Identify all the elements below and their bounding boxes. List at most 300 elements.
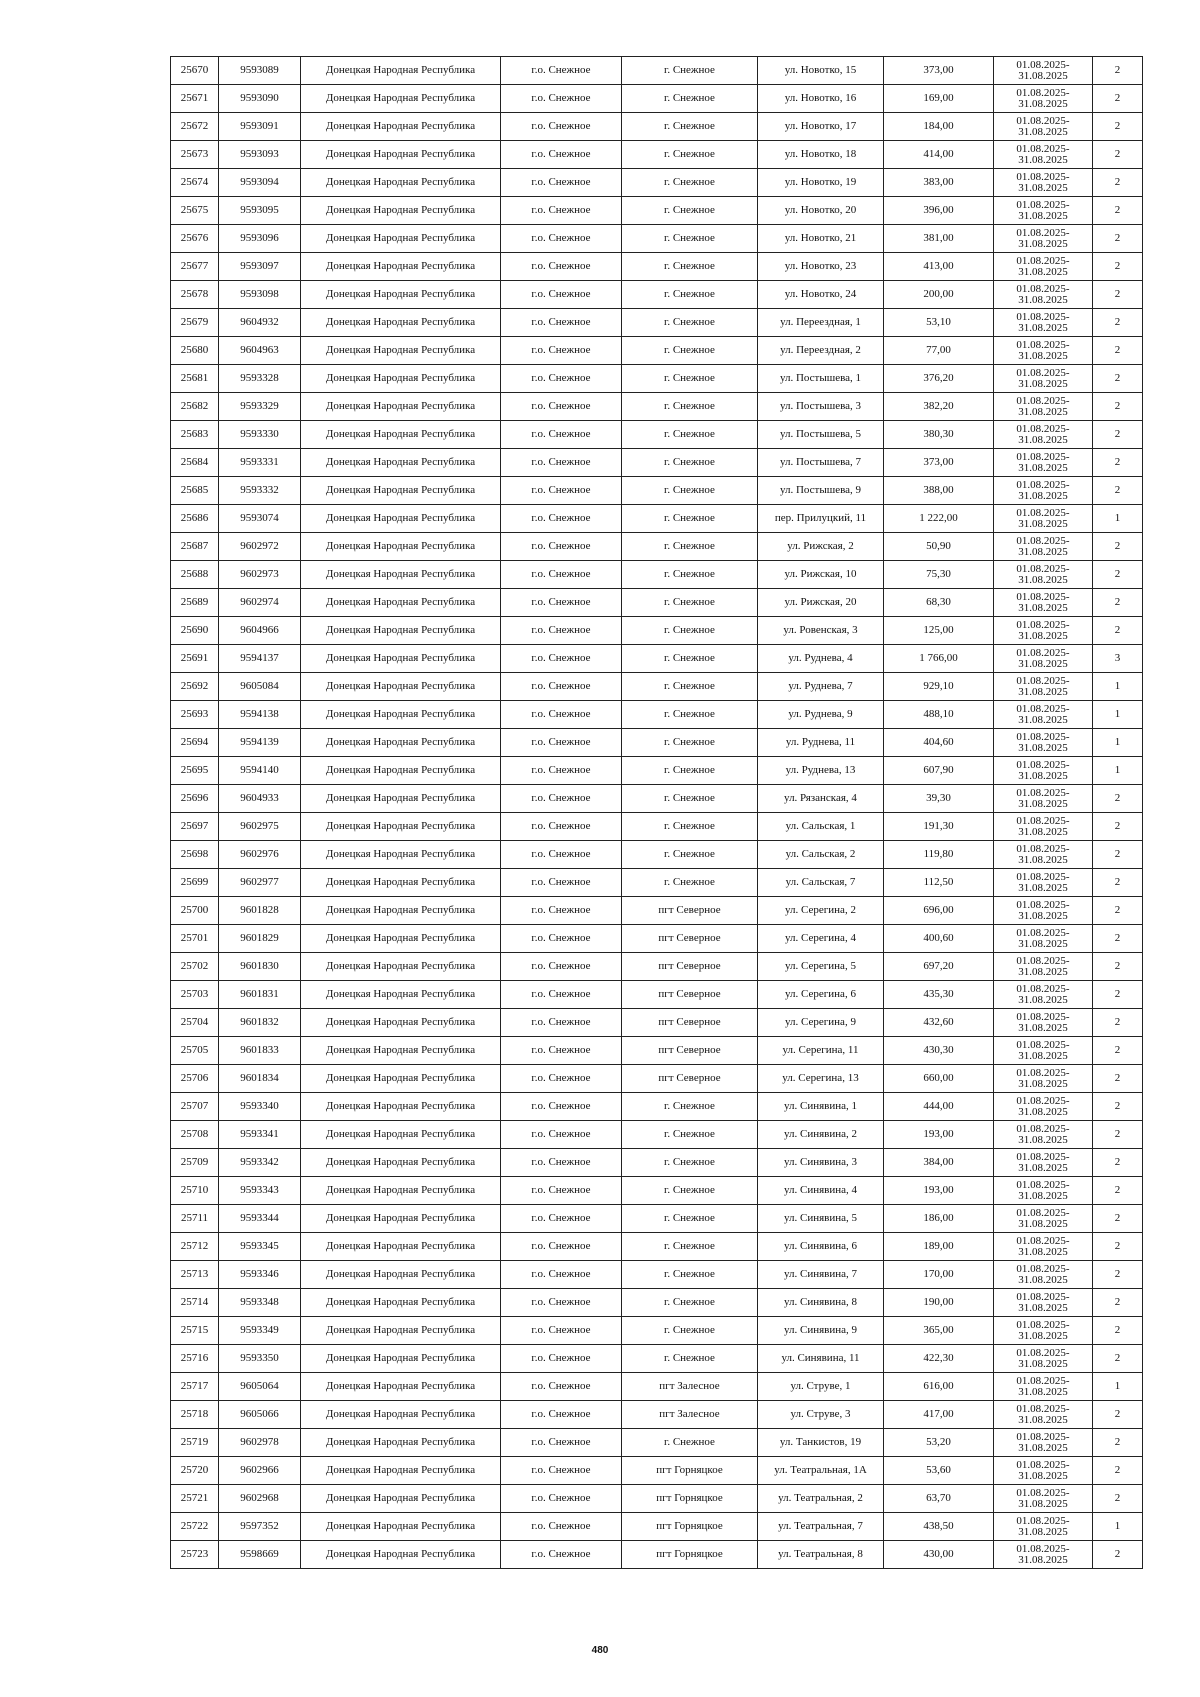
address-cell: ул. Постышева, 9 xyxy=(758,477,884,505)
value-cell: 488,10 xyxy=(884,701,994,729)
district-cell: г.о. Снежное xyxy=(501,169,622,197)
district-cell: г.о. Снежное xyxy=(501,85,622,113)
district-cell: г.о. Снежное xyxy=(501,1401,622,1429)
address-cell: ул. Серегина, 2 xyxy=(758,897,884,925)
address-cell: ул. Струве, 3 xyxy=(758,1401,884,1429)
district-cell: г.о. Снежное xyxy=(501,729,622,757)
settlement-cell: г. Снежное xyxy=(622,841,758,869)
row-number: 25670 xyxy=(171,57,219,85)
settlement-cell: г. Снежное xyxy=(622,1205,758,1233)
row-number: 25718 xyxy=(171,1401,219,1429)
group-cell: 2 xyxy=(1093,1345,1143,1373)
region-cell: Донецкая Народная Республика xyxy=(301,505,501,533)
period-cell: 01.08.2025-31.08.2025 xyxy=(994,1457,1093,1485)
value-cell: 191,30 xyxy=(884,813,994,841)
table-row xyxy=(171,1205,1143,1233)
object-code: 9593096 xyxy=(219,225,301,253)
period-cell: 01.08.2025-31.08.2025 xyxy=(994,225,1093,253)
settlement-cell: г. Снежное xyxy=(622,1317,758,1345)
group-cell: 1 xyxy=(1093,701,1143,729)
object-code: 9593341 xyxy=(219,1121,301,1149)
object-code: 9602968 xyxy=(219,1485,301,1513)
settlement-cell: г. Снежное xyxy=(622,533,758,561)
value-cell: 432,60 xyxy=(884,1009,994,1037)
period-cell: 01.08.2025-31.08.2025 xyxy=(994,1149,1093,1177)
object-code: 9594137 xyxy=(219,645,301,673)
table-row xyxy=(171,1037,1143,1065)
value-cell: 376,20 xyxy=(884,365,994,393)
table-row xyxy=(171,561,1143,589)
value-cell: 413,00 xyxy=(884,253,994,281)
settlement-cell: г. Снежное xyxy=(622,141,758,169)
value-cell: 190,00 xyxy=(884,1289,994,1317)
object-code: 9593344 xyxy=(219,1205,301,1233)
object-code: 9593349 xyxy=(219,1317,301,1345)
address-cell: ул. Постышева, 5 xyxy=(758,421,884,449)
value-cell: 184,00 xyxy=(884,113,994,141)
period-cell: 01.08.2025-31.08.2025 xyxy=(994,1513,1093,1541)
settlement-cell: г. Снежное xyxy=(622,253,758,281)
address-cell: ул. Рижская, 10 xyxy=(758,561,884,589)
settlement-cell: г. Снежное xyxy=(622,617,758,645)
settlement-cell: г. Снежное xyxy=(622,1177,758,1205)
period-cell: 01.08.2025-31.08.2025 xyxy=(994,1317,1093,1345)
settlement-cell: пгт Северное xyxy=(622,953,758,981)
address-cell: ул. Серегина, 6 xyxy=(758,981,884,1009)
period-cell: 01.08.2025-31.08.2025 xyxy=(994,141,1093,169)
region-cell: Донецкая Народная Республика xyxy=(301,477,501,505)
region-cell: Донецкая Народная Республика xyxy=(301,1289,501,1317)
object-code: 9593340 xyxy=(219,1093,301,1121)
region-cell: Донецкая Народная Республика xyxy=(301,1009,501,1037)
table-row xyxy=(171,729,1143,757)
address-cell: ул. Руднева, 13 xyxy=(758,757,884,785)
address-cell: ул. Руднева, 9 xyxy=(758,701,884,729)
table-row xyxy=(171,337,1143,365)
row-number: 25708 xyxy=(171,1121,219,1149)
district-cell: г.о. Снежное xyxy=(501,757,622,785)
value-cell: 53,10 xyxy=(884,309,994,337)
district-cell: г.о. Снежное xyxy=(501,981,622,1009)
region-cell: Донецкая Народная Республика xyxy=(301,57,501,85)
value-cell: 382,20 xyxy=(884,393,994,421)
row-number: 25714 xyxy=(171,1289,219,1317)
value-cell: 380,30 xyxy=(884,421,994,449)
settlement-cell: пгт Горняцкое xyxy=(622,1541,758,1569)
region-cell: Донецкая Народная Республика xyxy=(301,1065,501,1093)
value-cell: 169,00 xyxy=(884,85,994,113)
region-cell: Донецкая Народная Республика xyxy=(301,813,501,841)
table-row xyxy=(171,57,1143,85)
period-cell: 01.08.2025-31.08.2025 xyxy=(994,253,1093,281)
object-code: 9593098 xyxy=(219,281,301,309)
region-cell: Донецкая Народная Республика xyxy=(301,1317,501,1345)
value-cell: 119,80 xyxy=(884,841,994,869)
district-cell: г.о. Снежное xyxy=(501,673,622,701)
group-cell: 2 xyxy=(1093,365,1143,393)
object-code: 9593348 xyxy=(219,1289,301,1317)
district-cell: г.о. Снежное xyxy=(501,701,622,729)
group-cell: 2 xyxy=(1093,57,1143,85)
address-cell: ул. Новотко, 18 xyxy=(758,141,884,169)
object-code: 9593345 xyxy=(219,1233,301,1261)
table-row xyxy=(171,1121,1143,1149)
settlement-cell: г. Снежное xyxy=(622,1289,758,1317)
table-row xyxy=(171,617,1143,645)
period-cell: 01.08.2025-31.08.2025 xyxy=(994,1261,1093,1289)
settlement-cell: г. Снежное xyxy=(622,113,758,141)
period-cell: 01.08.2025-31.08.2025 xyxy=(994,85,1093,113)
group-cell: 1 xyxy=(1093,1373,1143,1401)
region-cell: Донецкая Народная Республика xyxy=(301,1457,501,1485)
region-cell: Донецкая Народная Республика xyxy=(301,869,501,897)
object-code: 9593328 xyxy=(219,365,301,393)
value-cell: 381,00 xyxy=(884,225,994,253)
district-cell: г.о. Снежное xyxy=(501,1037,622,1065)
settlement-cell: пгт Северное xyxy=(622,925,758,953)
object-code: 9598669 xyxy=(219,1541,301,1569)
data-table xyxy=(170,56,1143,1569)
address-cell: ул. Серегина, 4 xyxy=(758,925,884,953)
settlement-cell: г. Снежное xyxy=(622,449,758,477)
period-cell: 01.08.2025-31.08.2025 xyxy=(994,1065,1093,1093)
row-number: 25688 xyxy=(171,561,219,589)
row-number: 25723 xyxy=(171,1541,219,1569)
table-row xyxy=(171,841,1143,869)
district-cell: г.о. Снежное xyxy=(501,589,622,617)
region-cell: Донецкая Народная Республика xyxy=(301,1149,501,1177)
district-cell: г.о. Снежное xyxy=(501,1485,622,1513)
value-cell: 414,00 xyxy=(884,141,994,169)
row-number: 25720 xyxy=(171,1457,219,1485)
group-cell: 2 xyxy=(1093,1149,1143,1177)
group-cell: 2 xyxy=(1093,1401,1143,1429)
region-cell: Донецкая Народная Республика xyxy=(301,1345,501,1373)
row-number: 25692 xyxy=(171,673,219,701)
table-row xyxy=(171,673,1143,701)
row-number: 25703 xyxy=(171,981,219,1009)
district-cell: г.о. Снежное xyxy=(501,1065,622,1093)
region-cell: Донецкая Народная Республика xyxy=(301,393,501,421)
settlement-cell: г. Снежное xyxy=(622,645,758,673)
row-number: 25722 xyxy=(171,1513,219,1541)
value-cell: 388,00 xyxy=(884,477,994,505)
district-cell: г.о. Снежное xyxy=(501,617,622,645)
object-code: 9593330 xyxy=(219,421,301,449)
row-number: 25705 xyxy=(171,1037,219,1065)
value-cell: 50,90 xyxy=(884,533,994,561)
district-cell: г.о. Снежное xyxy=(501,365,622,393)
object-code: 9593331 xyxy=(219,449,301,477)
district-cell: г.о. Снежное xyxy=(501,1205,622,1233)
table-row xyxy=(171,365,1143,393)
value-cell: 170,00 xyxy=(884,1261,994,1289)
group-cell: 2 xyxy=(1093,1121,1143,1149)
group-cell: 2 xyxy=(1093,953,1143,981)
table-row xyxy=(171,477,1143,505)
settlement-cell: г. Снежное xyxy=(622,309,758,337)
object-code: 9594140 xyxy=(219,757,301,785)
region-cell: Донецкая Народная Республика xyxy=(301,1205,501,1233)
district-cell: г.о. Снежное xyxy=(501,421,622,449)
group-cell: 2 xyxy=(1093,925,1143,953)
settlement-cell: г. Снежное xyxy=(622,813,758,841)
group-cell: 2 xyxy=(1093,1177,1143,1205)
object-code: 9602966 xyxy=(219,1457,301,1485)
settlement-cell: г. Снежное xyxy=(622,1429,758,1457)
object-code: 9601831 xyxy=(219,981,301,1009)
table-row xyxy=(171,869,1143,897)
value-cell: 125,00 xyxy=(884,617,994,645)
period-cell: 01.08.2025-31.08.2025 xyxy=(994,981,1093,1009)
district-cell: г.о. Снежное xyxy=(501,1093,622,1121)
period-cell: 01.08.2025-31.08.2025 xyxy=(994,589,1093,617)
district-cell: г.о. Снежное xyxy=(501,645,622,673)
region-cell: Донецкая Народная Республика xyxy=(301,1261,501,1289)
row-number: 25687 xyxy=(171,533,219,561)
table-row xyxy=(171,1513,1143,1541)
period-cell: 01.08.2025-31.08.2025 xyxy=(994,1177,1093,1205)
table-row xyxy=(171,449,1143,477)
address-cell: ул. Сальская, 2 xyxy=(758,841,884,869)
address-cell: ул. Постышева, 1 xyxy=(758,365,884,393)
value-cell: 396,00 xyxy=(884,197,994,225)
object-code: 9602972 xyxy=(219,533,301,561)
object-code: 9601832 xyxy=(219,1009,301,1037)
district-cell: г.о. Снежное xyxy=(501,393,622,421)
object-code: 9605084 xyxy=(219,673,301,701)
address-cell: ул. Новотко, 19 xyxy=(758,169,884,197)
row-number: 25716 xyxy=(171,1345,219,1373)
address-cell: ул. Синявина, 9 xyxy=(758,1317,884,1345)
object-code: 9601834 xyxy=(219,1065,301,1093)
region-cell: Донецкая Народная Республика xyxy=(301,617,501,645)
group-cell: 2 xyxy=(1093,141,1143,169)
district-cell: г.о. Снежное xyxy=(501,897,622,925)
period-cell: 01.08.2025-31.08.2025 xyxy=(994,1429,1093,1457)
settlement-cell: пгт Северное xyxy=(622,897,758,925)
group-cell: 3 xyxy=(1093,645,1143,673)
period-cell: 01.08.2025-31.08.2025 xyxy=(994,1093,1093,1121)
value-cell: 384,00 xyxy=(884,1149,994,1177)
row-number: 25721 xyxy=(171,1485,219,1513)
district-cell: г.о. Снежное xyxy=(501,1345,622,1373)
group-cell: 2 xyxy=(1093,1065,1143,1093)
table-row xyxy=(171,589,1143,617)
address-cell: ул. Рижская, 20 xyxy=(758,589,884,617)
object-code: 9593074 xyxy=(219,505,301,533)
value-cell: 616,00 xyxy=(884,1373,994,1401)
group-cell: 2 xyxy=(1093,1317,1143,1345)
district-cell: г.о. Снежное xyxy=(501,141,622,169)
period-cell: 01.08.2025-31.08.2025 xyxy=(994,505,1093,533)
region-cell: Донецкая Народная Республика xyxy=(301,1233,501,1261)
table-row xyxy=(171,1457,1143,1485)
district-cell: г.о. Снежное xyxy=(501,1289,622,1317)
value-cell: 1 222,00 xyxy=(884,505,994,533)
group-cell: 2 xyxy=(1093,1261,1143,1289)
group-cell: 2 xyxy=(1093,197,1143,225)
district-cell: г.о. Снежное xyxy=(501,1457,622,1485)
row-number: 25682 xyxy=(171,393,219,421)
value-cell: 696,00 xyxy=(884,897,994,925)
row-number: 25702 xyxy=(171,953,219,981)
region-cell: Донецкая Народная Республика xyxy=(301,1541,501,1569)
period-cell: 01.08.2025-31.08.2025 xyxy=(994,365,1093,393)
row-number: 25698 xyxy=(171,841,219,869)
period-cell: 01.08.2025-31.08.2025 xyxy=(994,533,1093,561)
address-cell: ул. Театральная, 1А xyxy=(758,1457,884,1485)
row-number: 25699 xyxy=(171,869,219,897)
row-number: 25672 xyxy=(171,113,219,141)
settlement-cell: г. Снежное xyxy=(622,589,758,617)
group-cell: 2 xyxy=(1093,589,1143,617)
table-row xyxy=(171,785,1143,813)
region-cell: Донецкая Народная Республика xyxy=(301,225,501,253)
table-row xyxy=(171,981,1143,1009)
table-row xyxy=(171,1233,1143,1261)
value-cell: 39,30 xyxy=(884,785,994,813)
district-cell: г.о. Снежное xyxy=(501,225,622,253)
value-cell: 68,30 xyxy=(884,589,994,617)
value-cell: 697,20 xyxy=(884,953,994,981)
group-cell: 2 xyxy=(1093,225,1143,253)
value-cell: 607,90 xyxy=(884,757,994,785)
object-code: 9593329 xyxy=(219,393,301,421)
row-number: 25677 xyxy=(171,253,219,281)
table-row xyxy=(171,1345,1143,1373)
table-row xyxy=(171,701,1143,729)
period-cell: 01.08.2025-31.08.2025 xyxy=(994,1233,1093,1261)
region-cell: Донецкая Народная Республика xyxy=(301,533,501,561)
object-code: 9593346 xyxy=(219,1261,301,1289)
period-cell: 01.08.2025-31.08.2025 xyxy=(994,1289,1093,1317)
row-number: 25680 xyxy=(171,337,219,365)
group-cell: 2 xyxy=(1093,309,1143,337)
group-cell: 2 xyxy=(1093,169,1143,197)
region-cell: Донецкая Народная Республика xyxy=(301,169,501,197)
address-cell: ул. Синявина, 6 xyxy=(758,1233,884,1261)
row-number: 25679 xyxy=(171,309,219,337)
table-row xyxy=(171,1373,1143,1401)
table-row xyxy=(171,421,1143,449)
object-code: 9593095 xyxy=(219,197,301,225)
address-cell: ул. Серегина, 5 xyxy=(758,953,884,981)
object-code: 9593350 xyxy=(219,1345,301,1373)
period-cell: 01.08.2025-31.08.2025 xyxy=(994,869,1093,897)
row-number: 25685 xyxy=(171,477,219,505)
object-code: 9602976 xyxy=(219,841,301,869)
table-row xyxy=(171,253,1143,281)
district-cell: г.о. Снежное xyxy=(501,561,622,589)
group-cell: 2 xyxy=(1093,533,1143,561)
region-cell: Донецкая Народная Республика xyxy=(301,1373,501,1401)
value-cell: 660,00 xyxy=(884,1065,994,1093)
settlement-cell: пгт Горняцкое xyxy=(622,1485,758,1513)
table-row xyxy=(171,1401,1143,1429)
value-cell: 193,00 xyxy=(884,1121,994,1149)
settlement-cell: г. Снежное xyxy=(622,1345,758,1373)
row-number: 25691 xyxy=(171,645,219,673)
period-cell: 01.08.2025-31.08.2025 xyxy=(994,1485,1093,1513)
row-number: 25676 xyxy=(171,225,219,253)
settlement-cell: г. Снежное xyxy=(622,505,758,533)
period-cell: 01.08.2025-31.08.2025 xyxy=(994,281,1093,309)
period-cell: 01.08.2025-31.08.2025 xyxy=(994,1037,1093,1065)
row-number: 25706 xyxy=(171,1065,219,1093)
address-cell: ул. Постышева, 7 xyxy=(758,449,884,477)
period-cell: 01.08.2025-31.08.2025 xyxy=(994,561,1093,589)
settlement-cell: г. Снежное xyxy=(622,701,758,729)
table-row xyxy=(171,533,1143,561)
region-cell: Донецкая Народная Республика xyxy=(301,897,501,925)
settlement-cell: пгт Горняцкое xyxy=(622,1457,758,1485)
region-cell: Донецкая Народная Республика xyxy=(301,85,501,113)
group-cell: 2 xyxy=(1093,85,1143,113)
table-row xyxy=(171,813,1143,841)
address-cell: ул. Новотко, 23 xyxy=(758,253,884,281)
value-cell: 438,50 xyxy=(884,1513,994,1541)
value-cell: 383,00 xyxy=(884,169,994,197)
period-cell: 01.08.2025-31.08.2025 xyxy=(994,1401,1093,1429)
object-code: 9601828 xyxy=(219,897,301,925)
period-cell: 01.08.2025-31.08.2025 xyxy=(994,1009,1093,1037)
value-cell: 53,20 xyxy=(884,1429,994,1457)
district-cell: г.о. Снежное xyxy=(501,953,622,981)
row-number: 25675 xyxy=(171,197,219,225)
address-cell: ул. Синявина, 5 xyxy=(758,1205,884,1233)
table-row xyxy=(171,1261,1143,1289)
value-cell: 404,60 xyxy=(884,729,994,757)
address-cell: ул. Переездная, 2 xyxy=(758,337,884,365)
table-row xyxy=(171,141,1143,169)
row-number: 25684 xyxy=(171,449,219,477)
district-cell: г.о. Снежное xyxy=(501,337,622,365)
group-cell: 2 xyxy=(1093,1429,1143,1457)
district-cell: г.о. Снежное xyxy=(501,1121,622,1149)
table-row xyxy=(171,281,1143,309)
address-cell: ул. Новотко, 20 xyxy=(758,197,884,225)
district-cell: г.о. Снежное xyxy=(501,57,622,85)
address-cell: ул. Руднева, 11 xyxy=(758,729,884,757)
object-code: 9602973 xyxy=(219,561,301,589)
settlement-cell: г. Снежное xyxy=(622,57,758,85)
row-number: 25681 xyxy=(171,365,219,393)
address-cell: ул. Новотко, 17 xyxy=(758,113,884,141)
object-code: 9601833 xyxy=(219,1037,301,1065)
region-cell: Донецкая Народная Республика xyxy=(301,589,501,617)
period-cell: 01.08.2025-31.08.2025 xyxy=(994,897,1093,925)
table-row xyxy=(171,1093,1143,1121)
settlement-cell: г. Снежное xyxy=(622,393,758,421)
table-body xyxy=(171,57,1143,1569)
table-row xyxy=(171,757,1143,785)
table-row xyxy=(171,1009,1143,1037)
period-cell: 01.08.2025-31.08.2025 xyxy=(994,1345,1093,1373)
settlement-cell: г. Снежное xyxy=(622,337,758,365)
region-cell: Донецкая Народная Республика xyxy=(301,701,501,729)
row-number: 25696 xyxy=(171,785,219,813)
group-cell: 2 xyxy=(1093,1541,1143,1569)
group-cell: 2 xyxy=(1093,1233,1143,1261)
district-cell: г.о. Снежное xyxy=(501,1373,622,1401)
object-code: 9593342 xyxy=(219,1149,301,1177)
group-cell: 2 xyxy=(1093,617,1143,645)
region-cell: Донецкая Народная Республика xyxy=(301,281,501,309)
table-row xyxy=(171,925,1143,953)
address-cell: ул. Серегина, 9 xyxy=(758,1009,884,1037)
district-cell: г.о. Снежное xyxy=(501,1233,622,1261)
